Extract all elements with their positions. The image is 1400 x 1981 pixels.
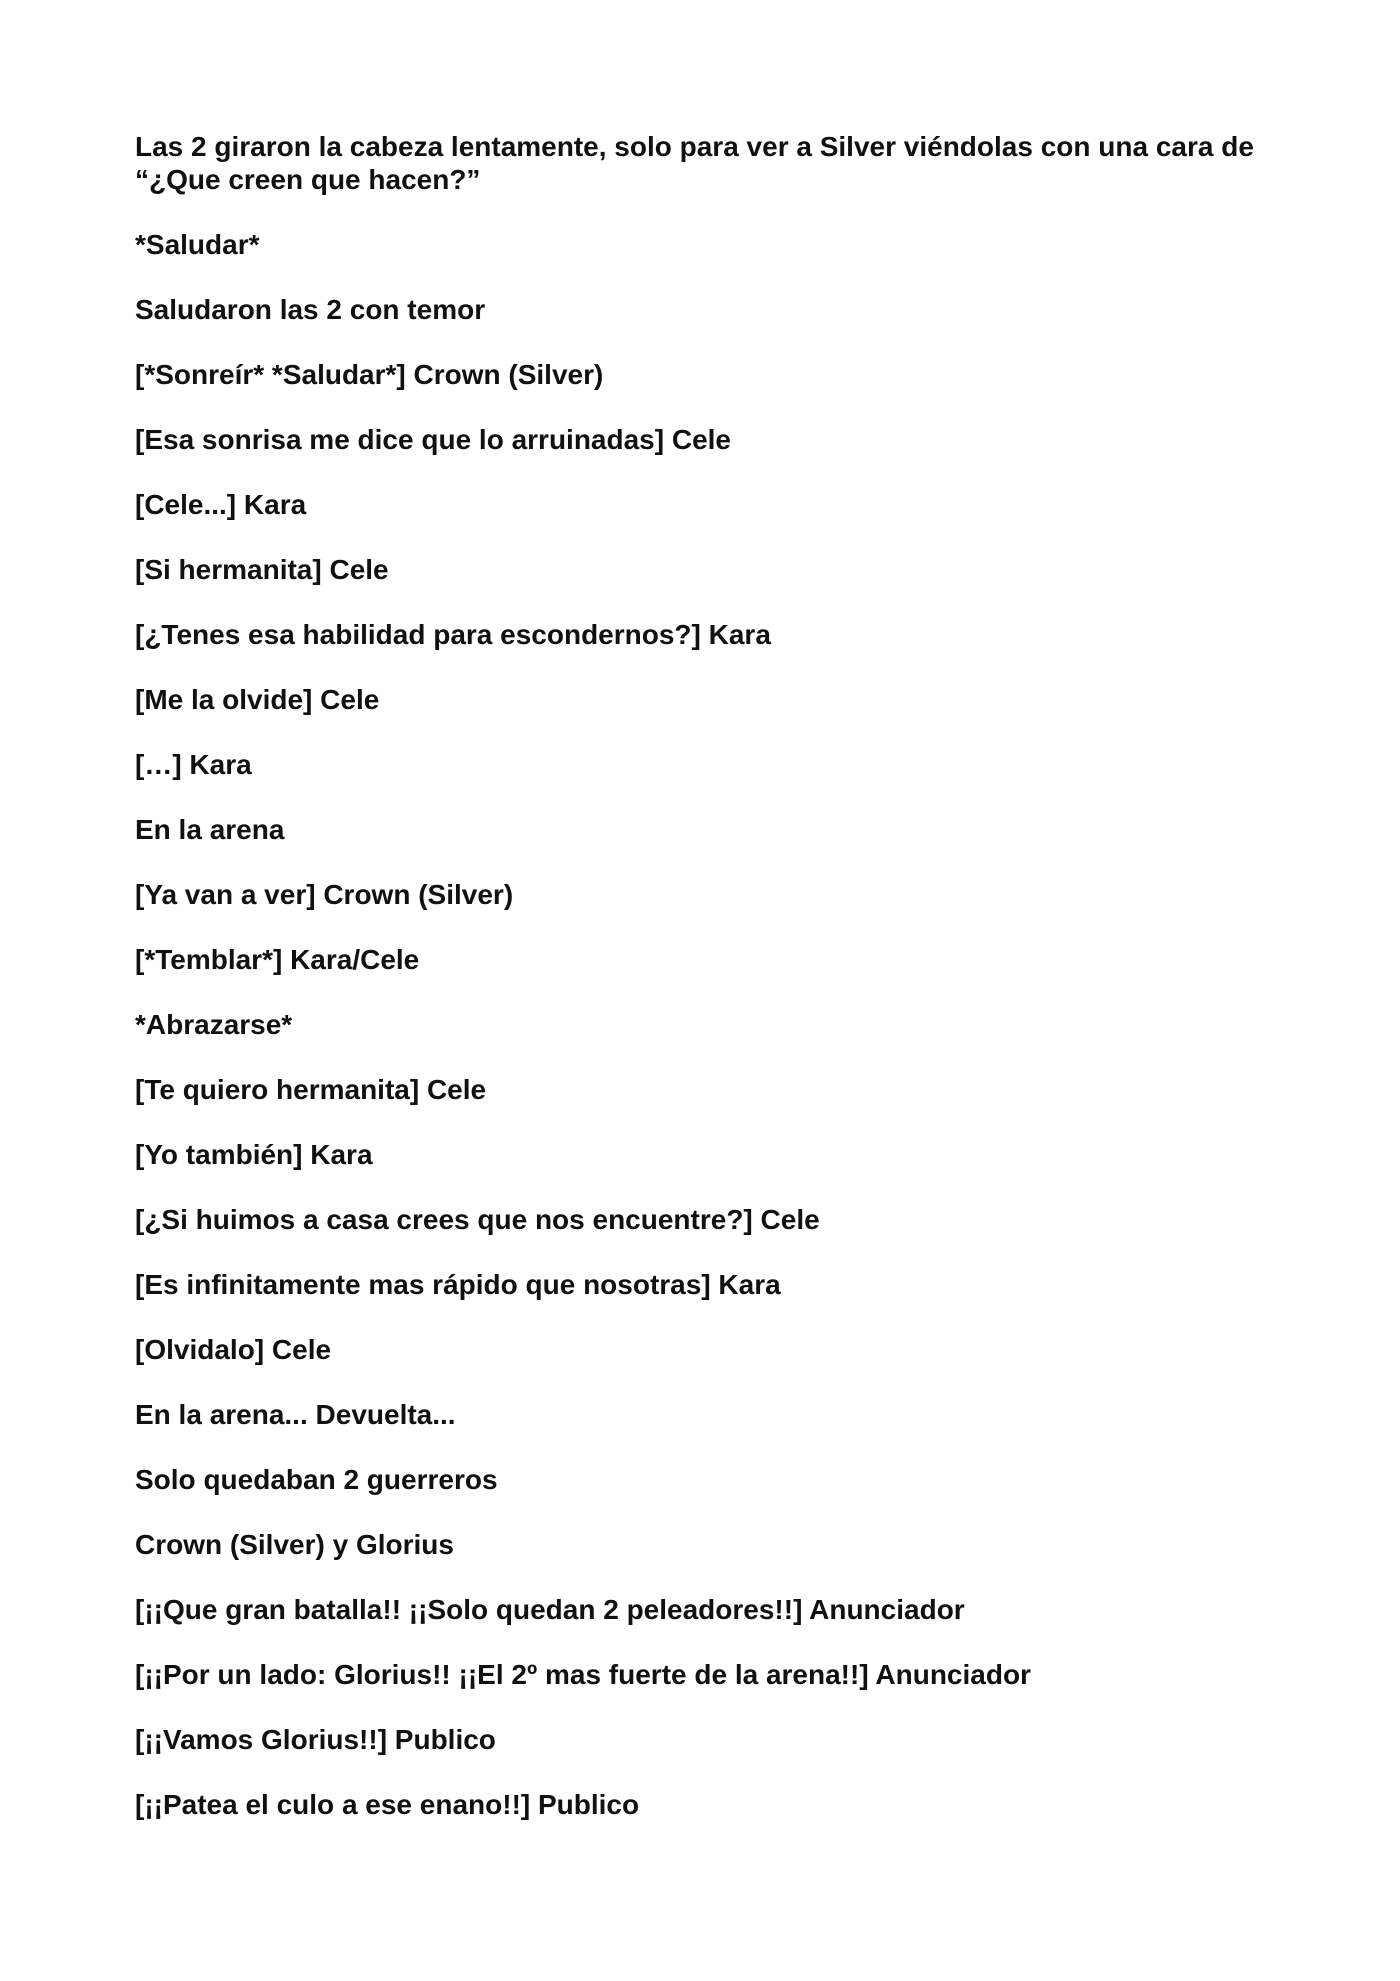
narration-line: Solo quedaban 2 guerreros bbox=[135, 1464, 498, 1495]
dialogue-line: [Yo también] Kara bbox=[135, 1139, 373, 1170]
document-body bbox=[135, 130, 1285, 1821]
dialogue-line: [Si hermanita] Cele bbox=[135, 554, 389, 585]
dialogue-line: [¡¡Que gran batalla!! ¡¡Solo quedan 2 peleadores!!] Anunciador bbox=[135, 1594, 965, 1625]
dialogue-line: [¿Tenes esa habilidad para escondernos?] Kara bbox=[135, 619, 771, 650]
dialogue-line: [Ya van a ver] Crown (Silver) bbox=[135, 879, 514, 910]
dialogue-line: [¡¡Vamos Glorius!!] Publico bbox=[135, 1724, 496, 1755]
dialogue-line: […] Kara bbox=[135, 749, 252, 780]
narration-line: Saludaron las 2 con temor bbox=[135, 294, 486, 325]
dialogue-line: [Esa sonrisa me dice que lo arruinadas] Cele bbox=[135, 424, 731, 455]
action-line: *Saludar* bbox=[135, 229, 260, 260]
dialogue-line: [Te quiero hermanita] Cele bbox=[135, 1074, 487, 1105]
dialogue-line: [¡¡Patea el culo a ese enano!!] Publico bbox=[135, 1789, 640, 1820]
dialogue-line: [*Sonreír* *Saludar*] Crown (Silver) bbox=[135, 359, 604, 390]
dialogue-line: [Olvidalo] Cele bbox=[135, 1334, 332, 1365]
scene-line: En la arena bbox=[135, 814, 285, 845]
dialogue-line: [*Temblar*] Kara/Cele bbox=[135, 944, 420, 975]
narration-line: Crown (Silver) y Glorius bbox=[135, 1529, 454, 1560]
dialogue-line: [¡¡Por un lado: Glorius!! ¡¡El 2º mas fuerte de la arena!!] Anunciador bbox=[135, 1659, 1031, 1690]
scene-line: En la arena... Devuelta... bbox=[135, 1399, 456, 1430]
dialogue-line: [Es infinitamente mas rápido que nosotras] Kara bbox=[135, 1269, 781, 1300]
action-line: *Abrazarse* bbox=[135, 1009, 293, 1040]
dialogue-line: [Me la olvide] Cele bbox=[135, 684, 380, 715]
narration-paragraph: Las 2 giraron la cabeza lentamente, solo para ver a Silver viéndolas con una cara de “¿Que creen que hacen?” bbox=[135, 131, 1254, 195]
dialogue-line: [¿Si huimos a casa crees que nos encuentre?] Cele bbox=[135, 1204, 820, 1235]
dialogue-line: [Cele...] Kara bbox=[135, 489, 307, 520]
